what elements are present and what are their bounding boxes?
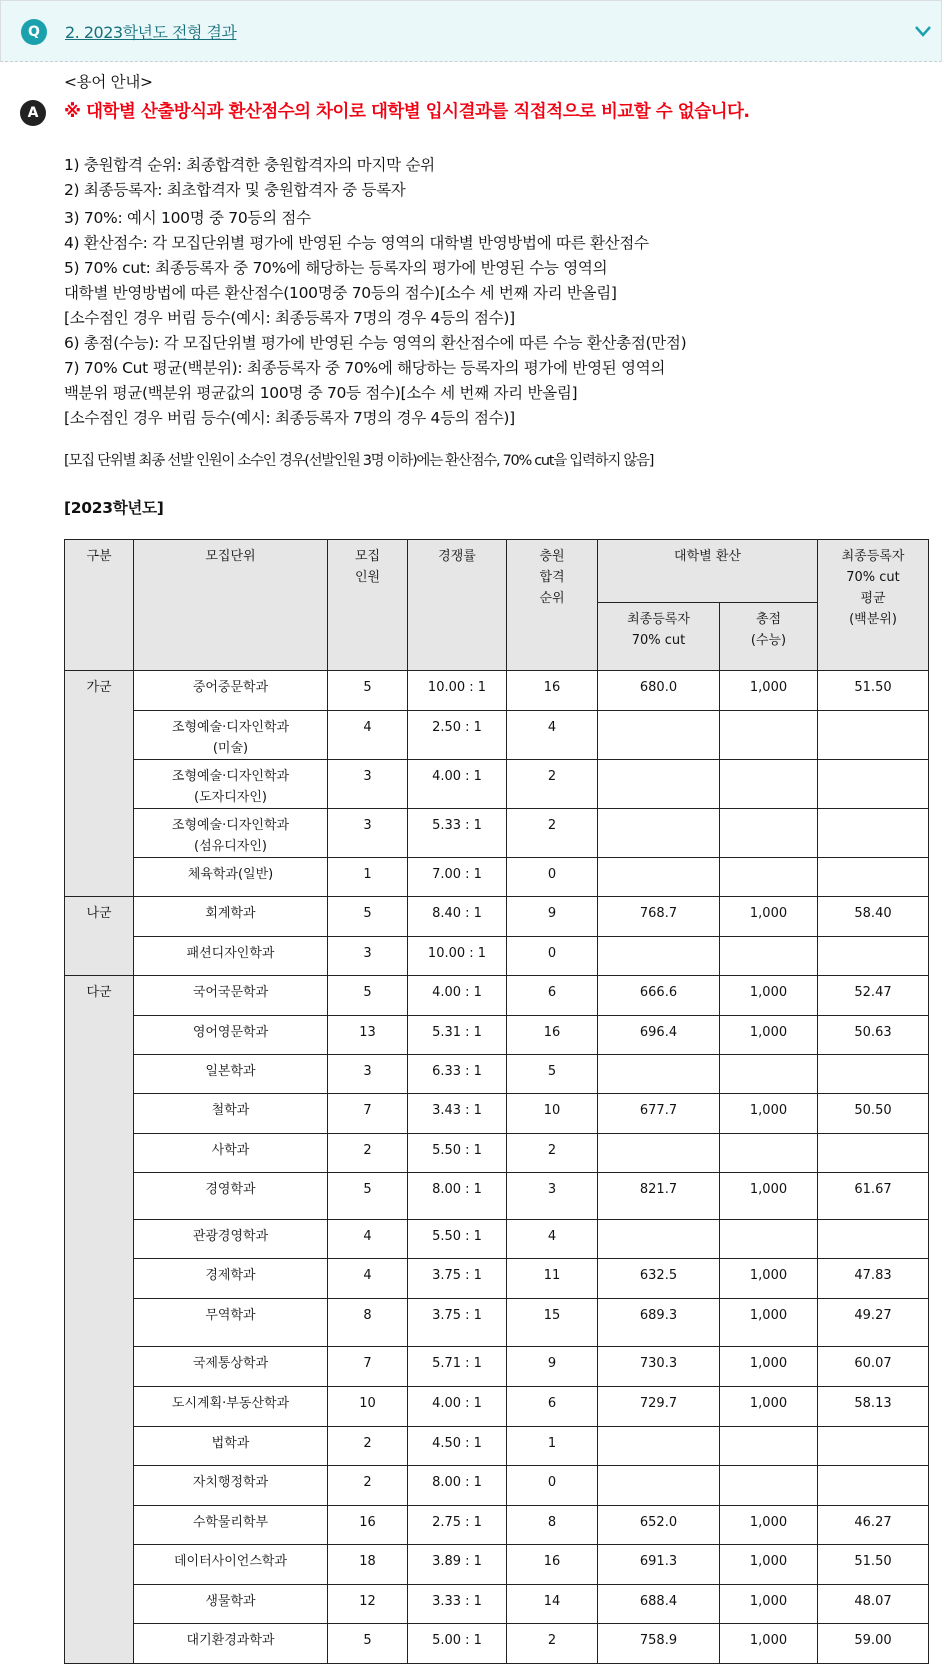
cut-cell: 666.6	[598, 976, 720, 1016]
table-row	[65, 1585, 929, 1624]
rank-cell: 6	[507, 1387, 598, 1427]
definition-item: 2) 최종등록자: 최초합격자 및 충원합격자 중 등록자	[64, 181, 406, 199]
cut-cell	[598, 937, 720, 976]
header-cut: 최종등록자 70% cut	[598, 603, 720, 671]
rank-cell: 10	[507, 1094, 598, 1134]
ratio-cell: 3.89 : 1	[408, 1545, 507, 1585]
quota-cell: 3	[328, 937, 408, 976]
cut-cell: 688.4	[598, 1585, 720, 1624]
table-row	[65, 711, 929, 760]
quota-cell: 13	[328, 1016, 408, 1055]
rank-cell: 0	[507, 858, 598, 897]
total-cell: 1,000	[720, 671, 818, 711]
header-conversion: 대학별 환산	[598, 540, 818, 603]
cut-cell: 768.7	[598, 897, 720, 937]
unit-cell: 국어국문학과	[134, 976, 328, 1016]
group-cell: 나군	[65, 897, 134, 976]
definition-item: 4) 환산점수: 각 모집단위별 평가에 반영된 수능 영역의 대학별 반영방법에 따른 환산점수	[64, 234, 649, 252]
quota-cell: 5	[328, 976, 408, 1016]
ratio-cell: 6.33 : 1	[408, 1055, 507, 1094]
ratio-cell: 4.50 : 1	[408, 1427, 507, 1466]
header-unit: 모집단위	[134, 540, 328, 671]
total-cell	[720, 1055, 818, 1094]
table-row	[65, 1134, 929, 1173]
total-cell	[720, 937, 818, 976]
ratio-cell: 3.75 : 1	[408, 1299, 507, 1347]
unit-cell: 수학물리학부	[134, 1506, 328, 1545]
ratio-cell: 5.33 : 1	[408, 809, 507, 858]
percentile-cell	[818, 1466, 929, 1506]
header-quota: 모집 인원	[328, 540, 408, 671]
table-row	[65, 1506, 929, 1545]
percentile-cell	[818, 1055, 929, 1094]
percentile-cell: 58.40	[818, 897, 929, 937]
guide-title: <용어 안내>	[64, 73, 153, 91]
chevron-down-icon[interactable]	[911, 19, 935, 43]
rank-cell: 5	[507, 1055, 598, 1094]
unit-cell: 영어영문학과	[134, 1016, 328, 1055]
rank-cell: 8	[507, 1506, 598, 1545]
percentile-cell	[818, 760, 929, 809]
table-row	[65, 1545, 929, 1585]
unit-cell: 사학과	[134, 1134, 328, 1173]
total-cell	[720, 760, 818, 809]
quota-cell: 3	[328, 1055, 408, 1094]
definition-item: [소수점인 경우 버림 등수(예시: 최종등록자 7명의 경우 4등의 점수)]	[64, 309, 515, 327]
total-cell	[720, 1466, 818, 1506]
total-cell: 1,000	[720, 1347, 818, 1387]
unit-cell: 생물학과	[134, 1585, 328, 1624]
results-table	[64, 539, 929, 1664]
total-cell	[720, 809, 818, 858]
rank-cell: 0	[507, 1466, 598, 1506]
question-badge: Q	[21, 19, 47, 45]
table-row	[65, 809, 929, 858]
percentile-cell: 50.50	[818, 1094, 929, 1134]
rank-cell: 4	[507, 711, 598, 760]
cut-cell: 680.0	[598, 671, 720, 711]
cut-cell: 689.3	[598, 1299, 720, 1347]
unit-cell: 도시계획·부동산학과	[134, 1387, 328, 1427]
quota-cell: 5	[328, 1173, 408, 1220]
rank-cell: 9	[507, 1347, 598, 1387]
rank-cell: 6	[507, 976, 598, 1016]
table-row	[65, 1387, 929, 1427]
percentile-cell	[818, 1427, 929, 1466]
rank-cell: 16	[507, 1016, 598, 1055]
total-cell: 1,000	[720, 1545, 818, 1585]
table-row	[65, 1016, 929, 1055]
ratio-cell: 8.00 : 1	[408, 1173, 507, 1220]
rank-cell: 3	[507, 1173, 598, 1220]
quota-cell: 12	[328, 1585, 408, 1624]
unit-cell: 조형예술·디자인학과 (미술)	[134, 711, 328, 760]
quota-cell: 10	[328, 1387, 408, 1427]
quota-cell: 7	[328, 1347, 408, 1387]
group-cell: 가군	[65, 671, 134, 897]
ratio-cell: 5.50 : 1	[408, 1220, 507, 1259]
total-cell	[720, 1427, 818, 1466]
table-row	[65, 937, 929, 976]
cut-cell	[598, 1466, 720, 1506]
definition-item: 5) 70% cut: 최종등록자 중 70%에 해당하는 등록자의 평가에 반영된 수능 영역의	[64, 259, 608, 277]
table-row	[65, 1347, 929, 1387]
ratio-cell: 5.00 : 1	[408, 1624, 507, 1664]
ratio-cell: 2.75 : 1	[408, 1506, 507, 1545]
percentile-cell	[818, 858, 929, 897]
total-cell: 1,000	[720, 1585, 818, 1624]
quota-cell: 1	[328, 858, 408, 897]
cut-cell	[598, 809, 720, 858]
total-cell: 1,000	[720, 897, 818, 937]
rank-cell: 9	[507, 897, 598, 937]
ratio-cell: 5.71 : 1	[408, 1347, 507, 1387]
total-cell	[720, 1220, 818, 1259]
quota-cell: 2	[328, 1134, 408, 1173]
total-cell: 1,000	[720, 1299, 818, 1347]
cut-cell	[598, 1134, 720, 1173]
percentile-cell: 47.83	[818, 1259, 929, 1299]
cut-cell	[598, 1055, 720, 1094]
percentile-cell	[818, 711, 929, 760]
cut-cell: 691.3	[598, 1545, 720, 1585]
unit-cell: 경제학과	[134, 1259, 328, 1299]
table-row	[65, 1173, 929, 1220]
cut-cell: 730.3	[598, 1347, 720, 1387]
rank-cell: 1	[507, 1427, 598, 1466]
table-row	[65, 976, 929, 1016]
ratio-cell: 5.31 : 1	[408, 1016, 507, 1055]
total-cell: 1,000	[720, 1624, 818, 1664]
percentile-cell: 60.07	[818, 1347, 929, 1387]
table-row	[65, 1624, 929, 1664]
quota-cell: 3	[328, 809, 408, 858]
percentile-cell	[818, 809, 929, 858]
table-row	[65, 1094, 929, 1134]
unit-cell: 대기환경과학과	[134, 1624, 328, 1664]
ratio-cell: 3.43 : 1	[408, 1094, 507, 1134]
definition-item: 1) 충원합격 순위: 최종합격한 충원합격자의 마지막 순위	[64, 156, 435, 174]
percentile-cell: 58.13	[818, 1387, 929, 1427]
table-row	[65, 1299, 929, 1347]
rank-cell: 11	[507, 1259, 598, 1299]
unit-cell: 데이터사이언스학과	[134, 1545, 328, 1585]
percentile-cell	[818, 937, 929, 976]
cut-cell: 632.5	[598, 1259, 720, 1299]
ratio-cell: 2.50 : 1	[408, 711, 507, 760]
ratio-cell: 8.00 : 1	[408, 1466, 507, 1506]
rank-cell: 2	[507, 1134, 598, 1173]
total-cell: 1,000	[720, 1016, 818, 1055]
quota-cell: 5	[328, 897, 408, 937]
percentile-cell: 59.00	[818, 1624, 929, 1664]
rank-cell: 14	[507, 1585, 598, 1624]
definition-item: 6) 총점(수능): 각 모집단위별 평가에 반영된 수능 영역의 환산점수에 따른 수능 환산총점(만점)	[64, 334, 687, 352]
cut-cell	[598, 760, 720, 809]
question-header[interactable]	[0, 0, 942, 62]
quota-cell: 16	[328, 1506, 408, 1545]
definition-item: 7) 70% Cut 평균(백분위): 최종등록자 중 70%에 해당하는 등록자의 평가에 반영된 영역의	[64, 359, 666, 377]
question-title-link[interactable]: 2. 2023학년도 전형 결과	[65, 23, 237, 42]
header-rank: 충원 합격 순위	[507, 540, 598, 671]
unit-cell: 일본학과	[134, 1055, 328, 1094]
quota-cell: 2	[328, 1466, 408, 1506]
cut-cell: 696.4	[598, 1016, 720, 1055]
rank-cell: 16	[507, 671, 598, 711]
cut-cell	[598, 1220, 720, 1259]
ratio-cell: 4.00 : 1	[408, 976, 507, 1016]
table-row	[65, 858, 929, 897]
unit-cell: 회계학과	[134, 897, 328, 937]
total-cell	[720, 711, 818, 760]
unit-cell: 체육학과(일반)	[134, 858, 328, 897]
warning-text: ※ 대학별 산출방식과 환산점수의 차이로 대학별 입시결과를 직접적으로 비교할 수 없습니다.	[64, 102, 750, 122]
total-cell: 1,000	[720, 1387, 818, 1427]
rank-cell: 4	[507, 1220, 598, 1259]
total-cell: 1,000	[720, 1506, 818, 1545]
total-cell: 1,000	[720, 1259, 818, 1299]
table-row	[65, 1466, 929, 1506]
quota-cell: 5	[328, 671, 408, 711]
definition-item: 대학별 반영방법에 따른 환산점수(100명중 70등의 점수)[소수 세 번째 자리 반올림]	[64, 284, 617, 302]
unit-cell: 법학과	[134, 1427, 328, 1466]
unit-cell: 관광경영학과	[134, 1220, 328, 1259]
ratio-cell: 4.00 : 1	[408, 1387, 507, 1427]
percentile-cell: 51.50	[818, 1545, 929, 1585]
percentile-cell: 48.07	[818, 1585, 929, 1624]
header-total: 총점 (수능)	[720, 603, 818, 671]
definition-item: 백분위 평균(백분위 평균값의 100명 중 70등 점수)[소수 세 번째 자리 반올림]	[64, 384, 578, 402]
cut-cell	[598, 1427, 720, 1466]
quota-cell: 8	[328, 1299, 408, 1347]
ratio-cell: 7.00 : 1	[408, 858, 507, 897]
unit-cell: 경영학과	[134, 1173, 328, 1220]
quota-cell: 5	[328, 1624, 408, 1664]
quota-cell: 2	[328, 1427, 408, 1466]
ratio-cell: 3.33 : 1	[408, 1585, 507, 1624]
percentile-cell: 61.67	[818, 1173, 929, 1220]
percentile-cell: 50.63	[818, 1016, 929, 1055]
total-cell	[720, 1134, 818, 1173]
rank-cell: 2	[507, 809, 598, 858]
cut-cell	[598, 858, 720, 897]
definition-item: [소수점인 경우 버림 등수(예시: 최종등록자 7명의 경우 4등의 점수)]	[64, 409, 515, 427]
quota-cell: 4	[328, 1259, 408, 1299]
percentile-cell	[818, 1220, 929, 1259]
input-note: [모집 단위별 최종 선발 인원이 소수인 경우(선발인원 3명 이하)에는 환산점수, 70% cut을 입력하지 않음]	[64, 453, 654, 469]
table-row	[65, 1055, 929, 1094]
definitions-list	[64, 153, 686, 431]
table-row	[65, 1427, 929, 1466]
cut-cell: 758.9	[598, 1624, 720, 1664]
ratio-cell: 4.00 : 1	[408, 760, 507, 809]
ratio-cell: 10.00 : 1	[408, 671, 507, 711]
table-row	[65, 760, 929, 809]
ratio-cell: 3.75 : 1	[408, 1259, 507, 1299]
rank-cell: 2	[507, 1624, 598, 1664]
total-cell: 1,000	[720, 976, 818, 1016]
table-row	[65, 897, 929, 937]
percentile-cell: 46.27	[818, 1506, 929, 1545]
ratio-cell: 10.00 : 1	[408, 937, 507, 976]
cut-cell	[598, 711, 720, 760]
total-cell: 1,000	[720, 1173, 818, 1220]
unit-cell: 철학과	[134, 1094, 328, 1134]
percentile-cell	[818, 1134, 929, 1173]
cut-cell: 677.7	[598, 1094, 720, 1134]
cut-cell: 821.7	[598, 1173, 720, 1220]
table-row	[65, 1259, 929, 1299]
unit-cell: 조형예술·디자인학과 (도자디자인)	[134, 760, 328, 809]
unit-cell: 중어중문학과	[134, 671, 328, 711]
percentile-cell: 49.27	[818, 1299, 929, 1347]
header-group: 구분	[65, 540, 134, 671]
answer-badge: A	[20, 100, 46, 126]
percentile-cell: 52.47	[818, 976, 929, 1016]
table-row	[65, 671, 929, 711]
rank-cell: 0	[507, 937, 598, 976]
total-cell: 1,000	[720, 1094, 818, 1134]
ratio-cell: 5.50 : 1	[408, 1134, 507, 1173]
header-ratio: 경쟁률	[408, 540, 507, 671]
year-heading: [2023학년도]	[64, 499, 164, 517]
group-cell: 다군	[65, 976, 134, 1664]
rank-cell: 16	[507, 1545, 598, 1585]
total-cell	[720, 858, 818, 897]
quota-cell: 18	[328, 1545, 408, 1585]
unit-cell: 패션디자인학과	[134, 937, 328, 976]
rank-cell: 2	[507, 760, 598, 809]
unit-cell: 조형예술·디자인학과 (섬유디자인)	[134, 809, 328, 858]
cut-cell: 729.7	[598, 1387, 720, 1427]
quota-cell: 3	[328, 760, 408, 809]
definition-item: 3) 70%: 예시 100명 중 70등의 점수	[64, 209, 311, 227]
quota-cell: 4	[328, 711, 408, 760]
header-percentile: 최종등록자 70% cut 평균 (백분위)	[818, 540, 929, 671]
percentile-cell: 51.50	[818, 671, 929, 711]
unit-cell: 국제통상학과	[134, 1347, 328, 1387]
unit-cell: 자치행정학과	[134, 1466, 328, 1506]
unit-cell: 무역학과	[134, 1299, 328, 1347]
table-row	[65, 1220, 929, 1259]
cut-cell: 652.0	[598, 1506, 720, 1545]
quota-cell: 7	[328, 1094, 408, 1134]
rank-cell: 15	[507, 1299, 598, 1347]
quota-cell: 4	[328, 1220, 408, 1259]
ratio-cell: 8.40 : 1	[408, 897, 507, 937]
